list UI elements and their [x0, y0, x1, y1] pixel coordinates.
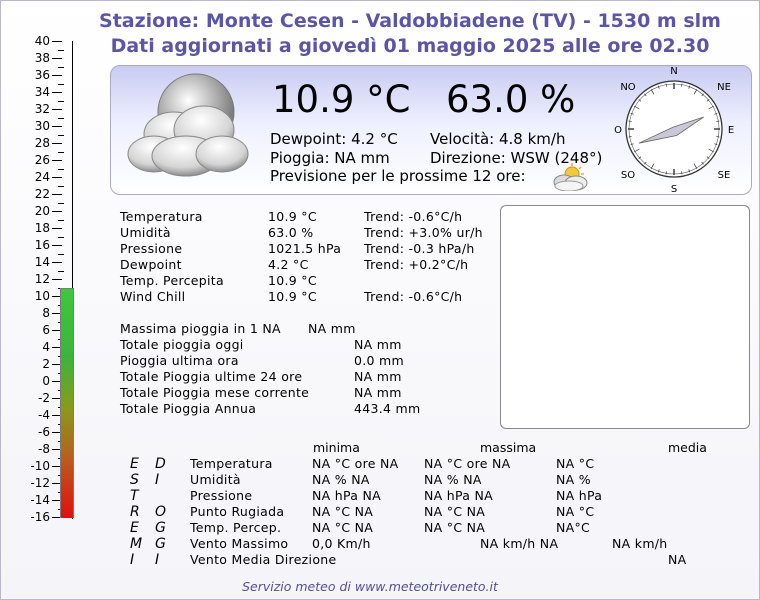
thermometer-label: -10	[30, 459, 50, 473]
vertical-letter: R	[130, 504, 140, 520]
thermometer-label: -6	[38, 425, 50, 439]
thermometer-tick	[52, 228, 62, 229]
details-label: Umidità	[120, 225, 171, 240]
extremes-min: NA % NA	[312, 472, 370, 487]
thermometer-tick	[52, 109, 62, 110]
thermometer-label: 36	[34, 68, 50, 82]
vertical-letter: T	[130, 488, 139, 504]
thermometer-label: 6	[42, 323, 50, 337]
thermometer-minor-tick	[58, 152, 64, 153]
compass-s: S	[670, 184, 678, 195]
rain-value: 443.4 mm	[354, 401, 421, 416]
thermometer-tick	[52, 279, 62, 280]
thermometer-tick	[52, 75, 62, 76]
extremes-label: Punto Rugiada	[190, 504, 285, 519]
rain-label: Massima pioggia in 1 NA	[120, 321, 281, 336]
thermometer-minor-tick	[58, 169, 64, 170]
rain-value: NA mm	[308, 321, 356, 336]
thermometer-minor-tick	[58, 101, 64, 102]
vertical-letter: G	[155, 536, 166, 552]
extremes-min: NA hPa NA	[312, 488, 382, 503]
rain-value: NA mm	[354, 337, 402, 352]
cloudy-weather-icon	[124, 72, 254, 182]
thermometer-label: -12	[30, 476, 50, 490]
update-subtitle: Dati aggiornati a giovedì 01 maggio 2025 alle ore 02.30	[110, 35, 710, 57]
thermometer-tick	[52, 160, 62, 161]
details-trend: Trend: -0.6°C/h	[364, 209, 463, 224]
thermometer-label: 30	[34, 119, 50, 133]
thermometer-bar	[60, 288, 74, 518]
thermometer-label: 2	[42, 357, 50, 371]
thermometer-label: 20	[34, 204, 50, 218]
details-value: 63.0 %	[268, 225, 314, 240]
station-title: Stazione: Monte Cesen - Valdobbiadene (TV) - 1530 m slm	[99, 10, 721, 32]
extremes-min: NA °C ore NA	[312, 456, 399, 471]
thermometer-label: 8	[42, 306, 50, 320]
thermometer-label: 26	[34, 153, 50, 167]
details-value: 10.9 °C	[268, 289, 317, 304]
extremes-label: Pressione	[190, 488, 253, 503]
vertical-letter: E	[130, 456, 139, 472]
forecast-cloud-sun-icon	[548, 163, 590, 191]
extremes-max: NA °C ore NA	[424, 456, 511, 471]
rain-label: Pioggia ultima ora	[120, 353, 239, 368]
thermometer-label: 16	[34, 238, 50, 252]
details-label: Dewpoint	[120, 257, 182, 272]
wind-compass	[606, 63, 742, 195]
thermometer-label: 24	[34, 170, 50, 184]
thermometer-tick	[52, 262, 62, 263]
thermometer-minor-tick	[58, 67, 64, 68]
thermometer-minor-tick	[58, 220, 64, 221]
current-humidity: 63.0 %	[446, 78, 576, 121]
thermometer-minor-tick	[58, 271, 64, 272]
thermometer-label: -4	[38, 408, 50, 422]
vertical-letter: D	[155, 456, 166, 472]
thermometer-label: 32	[34, 102, 50, 116]
extremes-label: Umidità	[190, 472, 241, 487]
extremes-avg: NA°C	[556, 520, 591, 535]
details-trend: Trend: -0.6°C/h	[364, 289, 463, 304]
extremes-avg: NA hPa	[556, 488, 603, 503]
thermometer-label: 40	[34, 34, 50, 48]
extremes-avg: NA %	[556, 472, 591, 487]
thermometer-label: 22	[34, 187, 50, 201]
thermometer-tick	[52, 58, 62, 59]
rain-label: Totale pioggia oggi	[120, 337, 244, 352]
forecast-label: Previsione per le prossime 12 ore:	[270, 167, 526, 185]
details-value: 10.9 °C	[268, 273, 317, 288]
vertical-letter: M	[130, 536, 143, 552]
extremes-avg: NA km/h	[612, 536, 668, 551]
extremes-min: NA °C NA	[312, 520, 374, 535]
details-value: 10.9 °C	[268, 209, 317, 224]
extremes-min: 0,0 Km/h	[312, 536, 371, 551]
wind-speed-readout: Velocità: 4.8 km/h	[430, 130, 566, 148]
graph-box	[500, 205, 750, 429]
current-temperature: 10.9 °C	[272, 78, 411, 121]
compass-se: SE	[717, 170, 731, 181]
details-trend: Trend: +0.2°C/h	[364, 257, 469, 272]
wind-direction-readout: Direzione: WSW (248°)	[430, 149, 603, 167]
extremes-avg: NA °C	[556, 456, 595, 471]
thermometer-minor-tick	[58, 118, 64, 119]
extremes-max: NA hPa NA	[424, 488, 494, 503]
details-label: Wind Chill	[120, 289, 186, 304]
thermometer-label: -16	[30, 510, 50, 524]
rain-label: Totale Pioggia Annua	[120, 401, 257, 416]
thermometer-minor-tick	[58, 135, 64, 136]
thermometer-minor-tick	[58, 50, 64, 51]
details-label: Pressione	[120, 241, 183, 256]
rain-value: 0.0 mm	[354, 353, 405, 368]
thermometer-label: 12	[34, 272, 50, 286]
extremes-label: Vento Massimo	[190, 536, 289, 551]
thermometer-tick	[52, 126, 62, 127]
rain-readout: Pioggia: NA mm	[270, 149, 390, 167]
thermometer-tick	[52, 41, 62, 42]
thermometer-minor-tick	[58, 237, 64, 238]
vertical-letter: O	[155, 504, 167, 520]
extremes-header-max: massima	[480, 440, 537, 455]
details-label: Temp. Percepita	[120, 273, 224, 288]
thermometer-label: 4	[42, 340, 50, 354]
thermometer-tick	[52, 143, 62, 144]
thermometer-label: 34	[34, 85, 50, 99]
compass-so: SO	[620, 170, 636, 181]
extremes-max: NA km/h NA	[480, 536, 559, 551]
extremes-max: NA °C NA	[424, 520, 486, 535]
details-trend: Trend: -0.3 hPa/h	[364, 241, 475, 256]
extremes-label: Temp. Percep.	[190, 520, 282, 535]
extremes-label: Vento Media Direzione	[190, 552, 337, 567]
extremes-max: NA °C NA	[424, 504, 486, 519]
thermometer-label: 0	[42, 374, 50, 388]
rain-value: NA mm	[354, 385, 402, 400]
dewpoint-readout: Dewpoint: 4.2 °C	[270, 130, 398, 148]
thermometer-label: 10	[34, 289, 50, 303]
vertical-letter: I	[155, 472, 160, 488]
extremes-header-avg: media	[668, 440, 707, 455]
compass-e: E	[727, 125, 735, 136]
thermometer-tick	[52, 245, 62, 246]
vertical-letter: S	[130, 472, 139, 488]
details-value: 4.2 °C	[268, 257, 309, 272]
extremes-label: Temperatura	[190, 456, 273, 471]
thermometer-label: 18	[34, 221, 50, 235]
thermometer-label: 38	[34, 51, 50, 65]
rain-value: NA mm	[354, 369, 402, 384]
extremes-avg: NA	[668, 552, 687, 567]
thermometer-label: 28	[34, 136, 50, 150]
thermometer-minor-tick	[58, 84, 64, 85]
compass-no: NO	[620, 82, 636, 93]
thermometer-label: -8	[38, 442, 50, 456]
vertical-letter: I	[155, 552, 160, 568]
extremes-max: NA % NA	[424, 472, 482, 487]
compass-o: O	[614, 125, 622, 136]
rain-label: Totale Pioggia ultime 24 ore	[120, 369, 303, 384]
credit-link[interactable]: Servizio meteo di www.meteotriveneto.it	[242, 579, 498, 594]
extremes-header-min: minima	[313, 440, 360, 455]
details-value: 1021.5 hPa	[268, 241, 342, 256]
thermometer-tick	[52, 211, 62, 212]
vertical-letter: G	[155, 520, 166, 536]
compass-n: N	[670, 66, 678, 77]
vertical-letter: E	[130, 520, 139, 536]
thermometer-label: -2	[38, 391, 50, 405]
details-label: Temperatura	[120, 209, 203, 224]
thermometer-tick	[52, 92, 62, 93]
thermometer-tick	[52, 177, 62, 178]
thermometer-label: -14	[30, 493, 50, 507]
extremes-min: NA °C NA	[312, 504, 374, 519]
thermometer-tick	[52, 194, 62, 195]
compass-ne: NE	[717, 82, 731, 93]
rain-label: Totale Pioggia mese corrente	[120, 385, 310, 400]
thermometer-minor-tick	[58, 203, 64, 204]
extremes-avg: NA °C	[556, 504, 595, 519]
thermometer-minor-tick	[58, 186, 64, 187]
details-trend: Trend: +3.0% ur/h	[364, 225, 483, 240]
thermometer-label: 14	[34, 255, 50, 269]
thermometer-minor-tick	[58, 254, 64, 255]
vertical-letter: I	[130, 552, 135, 568]
